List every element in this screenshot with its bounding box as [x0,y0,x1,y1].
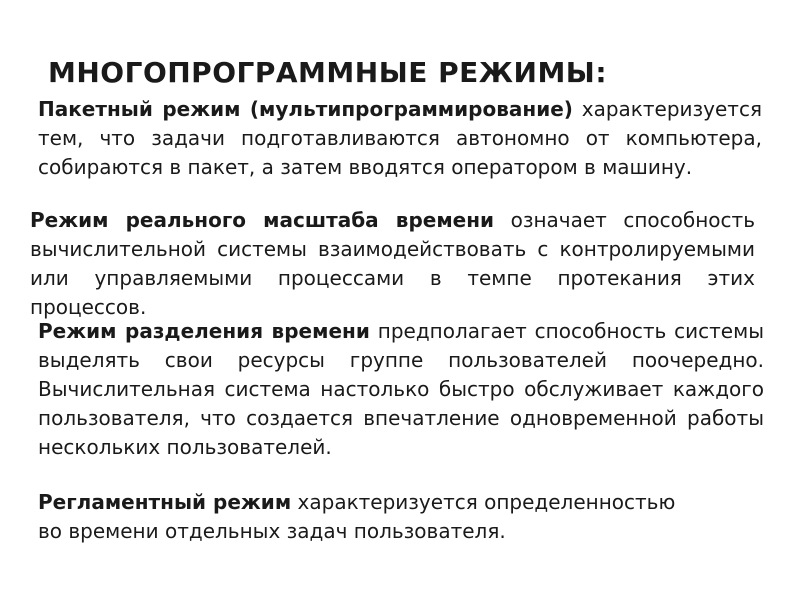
batch-mode-paragraph [38,95,762,182]
time-sharing-mode-paragraph [38,317,764,462]
scheduled-mode-description: характеризуется определенностью во времени отдельных задач пользователя. [38,490,676,543]
real-time-mode-description: означает способность вычислительной системы взаимодействовать с контролируемыми или управляемыми процессами в темпе протекания этих процессов. [30,208,755,319]
scheduled-mode-paragraph [38,488,698,546]
time-sharing-mode-description: предполагает способность системы выделять свои ресурсы группе пользователей поочередно. Вычислительная система настолько быстро обслуживает каждого пользователя, что создается впечатление одновременной работы нескольких пользователей. [38,319,764,459]
batch-mode-description: характеризуется тем, что задачи подготавливаются автономно от компьютера, собираются в пакет, а затем вводятся оператором в машину. [38,97,762,179]
real-time-mode-paragraph [30,206,755,322]
time-sharing-mode-term: Режим разделения времени [38,319,370,343]
batch-mode-term: Пакетный режим (мультипрограммирование) [38,97,573,121]
real-time-mode-term: Режим реального масштаба времени [30,208,495,232]
slide-title: МНОГОПРОГРАММНЫЕ РЕЖИМЫ: [48,56,608,89]
scheduled-mode-term: Регламентный режим [38,490,292,514]
